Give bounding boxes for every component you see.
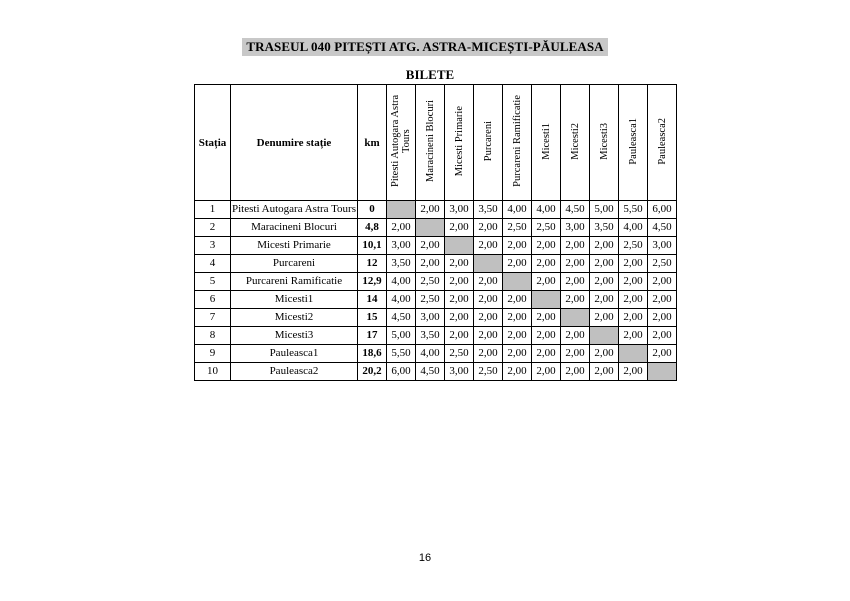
station-name-cell: Pauleasca2 xyxy=(231,363,358,381)
header-destination-label: Purcareni xyxy=(482,120,494,162)
header-destination-label: Pauleasca1 xyxy=(627,117,639,165)
fare-cell: 6,00 xyxy=(648,201,677,219)
blank-cell xyxy=(416,219,445,237)
blank-cell xyxy=(474,255,503,273)
fare-cell: 3,00 xyxy=(445,363,474,381)
fare-cell: 2,00 xyxy=(619,255,648,273)
fare-cell: 2,00 xyxy=(619,291,648,309)
header-station-no: Stația xyxy=(195,85,231,201)
page-number: 16 xyxy=(418,552,432,564)
fare-cell: 2,00 xyxy=(416,255,445,273)
fare-cell: 3,50 xyxy=(590,219,619,237)
station-name-cell: Pitesti Autogara Astra Tours xyxy=(231,201,358,219)
fare-cell: 2,00 xyxy=(503,291,532,309)
station-name-cell: Micesti1 xyxy=(231,291,358,309)
fare-cell: 2,00 xyxy=(445,219,474,237)
fare-cell: 2,00 xyxy=(590,237,619,255)
fare-table-body xyxy=(195,201,677,381)
fare-cell: 2,00 xyxy=(561,255,590,273)
fare-cell: 4,00 xyxy=(619,219,648,237)
fare-cell: 4,00 xyxy=(503,201,532,219)
station-number-cell: 4 xyxy=(195,255,231,273)
fare-cell: 2,00 xyxy=(474,219,503,237)
fare-cell: 2,00 xyxy=(648,327,677,345)
fare-cell: 2,00 xyxy=(590,273,619,291)
fare-cell: 4,00 xyxy=(387,291,416,309)
station-number-cell: 1 xyxy=(195,201,231,219)
station-name-cell: Micesti3 xyxy=(231,327,358,345)
header-destination-label: Micesti Primarie xyxy=(453,105,465,177)
km-cell: 17 xyxy=(358,327,387,345)
table-row xyxy=(195,345,677,363)
fare-cell: 4,50 xyxy=(648,219,677,237)
fare-cell: 2,00 xyxy=(474,309,503,327)
fare-cell: 2,00 xyxy=(532,345,561,363)
station-number-cell: 8 xyxy=(195,327,231,345)
station-number-cell: 7 xyxy=(195,309,231,327)
fare-cell: 2,00 xyxy=(503,363,532,381)
station-name-cell: Micesti2 xyxy=(231,309,358,327)
fare-cell: 3,00 xyxy=(445,201,474,219)
header-destination-label: Micesti2 xyxy=(569,122,581,160)
fare-cell: 2,00 xyxy=(532,237,561,255)
fare-cell: 3,50 xyxy=(416,327,445,345)
title-wrapper xyxy=(0,38,850,56)
fare-cell: 2,50 xyxy=(416,291,445,309)
km-cell: 10,1 xyxy=(358,237,387,255)
km-cell: 18,6 xyxy=(358,345,387,363)
fare-cell: 2,00 xyxy=(590,255,619,273)
blank-cell xyxy=(387,201,416,219)
header-destination xyxy=(648,85,677,201)
fare-cell: 2,00 xyxy=(474,237,503,255)
fare-cell: 2,00 xyxy=(387,219,416,237)
fare-cell: 2,00 xyxy=(648,345,677,363)
fare-cell: 2,00 xyxy=(416,201,445,219)
route-title: TRASEUL 040 PITEȘTI ATG. ASTRA-MICEȘTI-PĂULEASA xyxy=(242,38,607,56)
fare-cell: 2,00 xyxy=(561,291,590,309)
km-cell: 14 xyxy=(358,291,387,309)
fare-cell: 2,50 xyxy=(503,219,532,237)
fare-cell: 2,00 xyxy=(532,309,561,327)
fare-cell: 2,00 xyxy=(648,291,677,309)
blank-cell xyxy=(561,309,590,327)
fare-cell: 2,00 xyxy=(590,363,619,381)
table-row xyxy=(195,219,677,237)
station-number-cell: 5 xyxy=(195,273,231,291)
header-destination-label: Pauleasca2 xyxy=(656,117,668,165)
fare-cell: 2,00 xyxy=(532,363,561,381)
table-row xyxy=(195,363,677,381)
header-destination xyxy=(532,85,561,201)
table-row xyxy=(195,273,677,291)
station-number-cell: 3 xyxy=(195,237,231,255)
header-destination xyxy=(561,85,590,201)
header-destination xyxy=(416,85,445,201)
fare-cell: 2,00 xyxy=(532,273,561,291)
station-number-cell: 2 xyxy=(195,219,231,237)
station-name-cell: Maracineni Blocuri xyxy=(231,219,358,237)
table-row xyxy=(195,255,677,273)
fare-cell: 2,00 xyxy=(503,345,532,363)
header-destination-label: Purcareni Ramificatie xyxy=(511,95,523,187)
table-row xyxy=(195,327,677,345)
fare-cell: 2,00 xyxy=(445,309,474,327)
blank-cell xyxy=(445,237,474,255)
fare-cell: 2,00 xyxy=(619,309,648,327)
fare-cell: 6,00 xyxy=(387,363,416,381)
km-cell: 12 xyxy=(358,255,387,273)
fare-cell: 2,00 xyxy=(590,309,619,327)
fare-cell: 2,00 xyxy=(648,309,677,327)
table-row xyxy=(195,309,677,327)
fare-cell: 2,00 xyxy=(648,273,677,291)
header-destination-label: Micesti1 xyxy=(540,122,552,160)
fare-cell: 3,50 xyxy=(474,201,503,219)
station-name-cell: Micesti Primarie xyxy=(231,237,358,255)
fare-cell: 2,50 xyxy=(445,345,474,363)
blank-cell xyxy=(503,273,532,291)
header-destination-label: Micesti3 xyxy=(598,122,610,160)
fare-cell: 2,00 xyxy=(590,291,619,309)
station-name-cell: Pauleasca1 xyxy=(231,345,358,363)
fare-cell: 2,00 xyxy=(619,363,648,381)
fare-cell: 2,00 xyxy=(503,237,532,255)
fare-cell: 2,00 xyxy=(416,237,445,255)
km-cell: 20,2 xyxy=(358,363,387,381)
blank-cell xyxy=(648,363,677,381)
fare-cell: 5,50 xyxy=(619,201,648,219)
table-caption: BILETE xyxy=(405,67,455,82)
fare-cell: 2,00 xyxy=(474,291,503,309)
fare-cell: 2,00 xyxy=(503,327,532,345)
fare-cell: 2,00 xyxy=(474,273,503,291)
fare-cell: 4,00 xyxy=(416,345,445,363)
blank-cell xyxy=(590,327,619,345)
km-cell: 12,9 xyxy=(358,273,387,291)
fare-cell: 2,50 xyxy=(648,255,677,273)
fare-cell: 2,50 xyxy=(474,363,503,381)
header-station-name: Denumire stație xyxy=(231,85,358,201)
table-row xyxy=(195,201,677,219)
fare-cell: 2,50 xyxy=(416,273,445,291)
station-name-cell: Purcareni Ramificatie xyxy=(231,273,358,291)
station-number-cell: 10 xyxy=(195,363,231,381)
fare-cell: 2,00 xyxy=(474,345,503,363)
fare-cell: 5,50 xyxy=(387,345,416,363)
header-destination xyxy=(387,85,416,201)
header-destination xyxy=(590,85,619,201)
fare-cell: 4,50 xyxy=(387,309,416,327)
table-row xyxy=(195,237,677,255)
station-name-cell: Purcareni xyxy=(231,255,358,273)
fare-cell: 2,00 xyxy=(532,255,561,273)
header-km: km xyxy=(358,85,387,201)
fare-cell: 2,00 xyxy=(445,273,474,291)
fare-cell: 3,50 xyxy=(387,255,416,273)
fare-cell: 2,00 xyxy=(561,363,590,381)
fare-cell: 2,00 xyxy=(503,309,532,327)
header-destination xyxy=(474,85,503,201)
fare-cell: 2,00 xyxy=(619,273,648,291)
km-cell: 15 xyxy=(358,309,387,327)
fare-cell: 2,00 xyxy=(561,345,590,363)
fare-cell: 4,00 xyxy=(532,201,561,219)
fare-cell: 2,00 xyxy=(590,345,619,363)
fare-cell: 2,00 xyxy=(474,327,503,345)
fare-cell: 3,00 xyxy=(387,237,416,255)
header-destination xyxy=(503,85,532,201)
fare-cell: 3,00 xyxy=(648,237,677,255)
blank-cell xyxy=(532,291,561,309)
fare-cell: 2,00 xyxy=(532,327,561,345)
fare-cell: 3,00 xyxy=(561,219,590,237)
fare-cell: 3,00 xyxy=(416,309,445,327)
fare-cell: 2,00 xyxy=(619,327,648,345)
table-row xyxy=(195,291,677,309)
km-cell: 0 xyxy=(358,201,387,219)
blank-cell xyxy=(619,345,648,363)
fare-cell: 2,00 xyxy=(445,327,474,345)
fare-cell: 4,50 xyxy=(561,201,590,219)
station-number-cell: 6 xyxy=(195,291,231,309)
header-destination xyxy=(619,85,648,201)
header-destination-label: Pitesti Autogara Astra Tours xyxy=(390,94,412,188)
fare-cell: 2,00 xyxy=(445,255,474,273)
header-destination xyxy=(445,85,474,201)
fare-cell: 4,00 xyxy=(387,273,416,291)
fare-table xyxy=(194,84,677,381)
fare-cell: 5,00 xyxy=(590,201,619,219)
header-destination-label: Maracineni Blocuri xyxy=(424,100,436,182)
fare-cell: 2,50 xyxy=(619,237,648,255)
header-row xyxy=(195,85,677,201)
km-cell: 4,8 xyxy=(358,219,387,237)
fare-cell: 2,50 xyxy=(532,219,561,237)
fare-cell: 5,00 xyxy=(387,327,416,345)
fare-cell: 2,00 xyxy=(561,327,590,345)
fare-cell: 2,00 xyxy=(561,237,590,255)
fare-cell: 2,00 xyxy=(445,291,474,309)
fare-cell: 2,00 xyxy=(503,255,532,273)
fare-cell: 2,00 xyxy=(561,273,590,291)
fare-cell: 4,50 xyxy=(416,363,445,381)
station-number-cell: 9 xyxy=(195,345,231,363)
